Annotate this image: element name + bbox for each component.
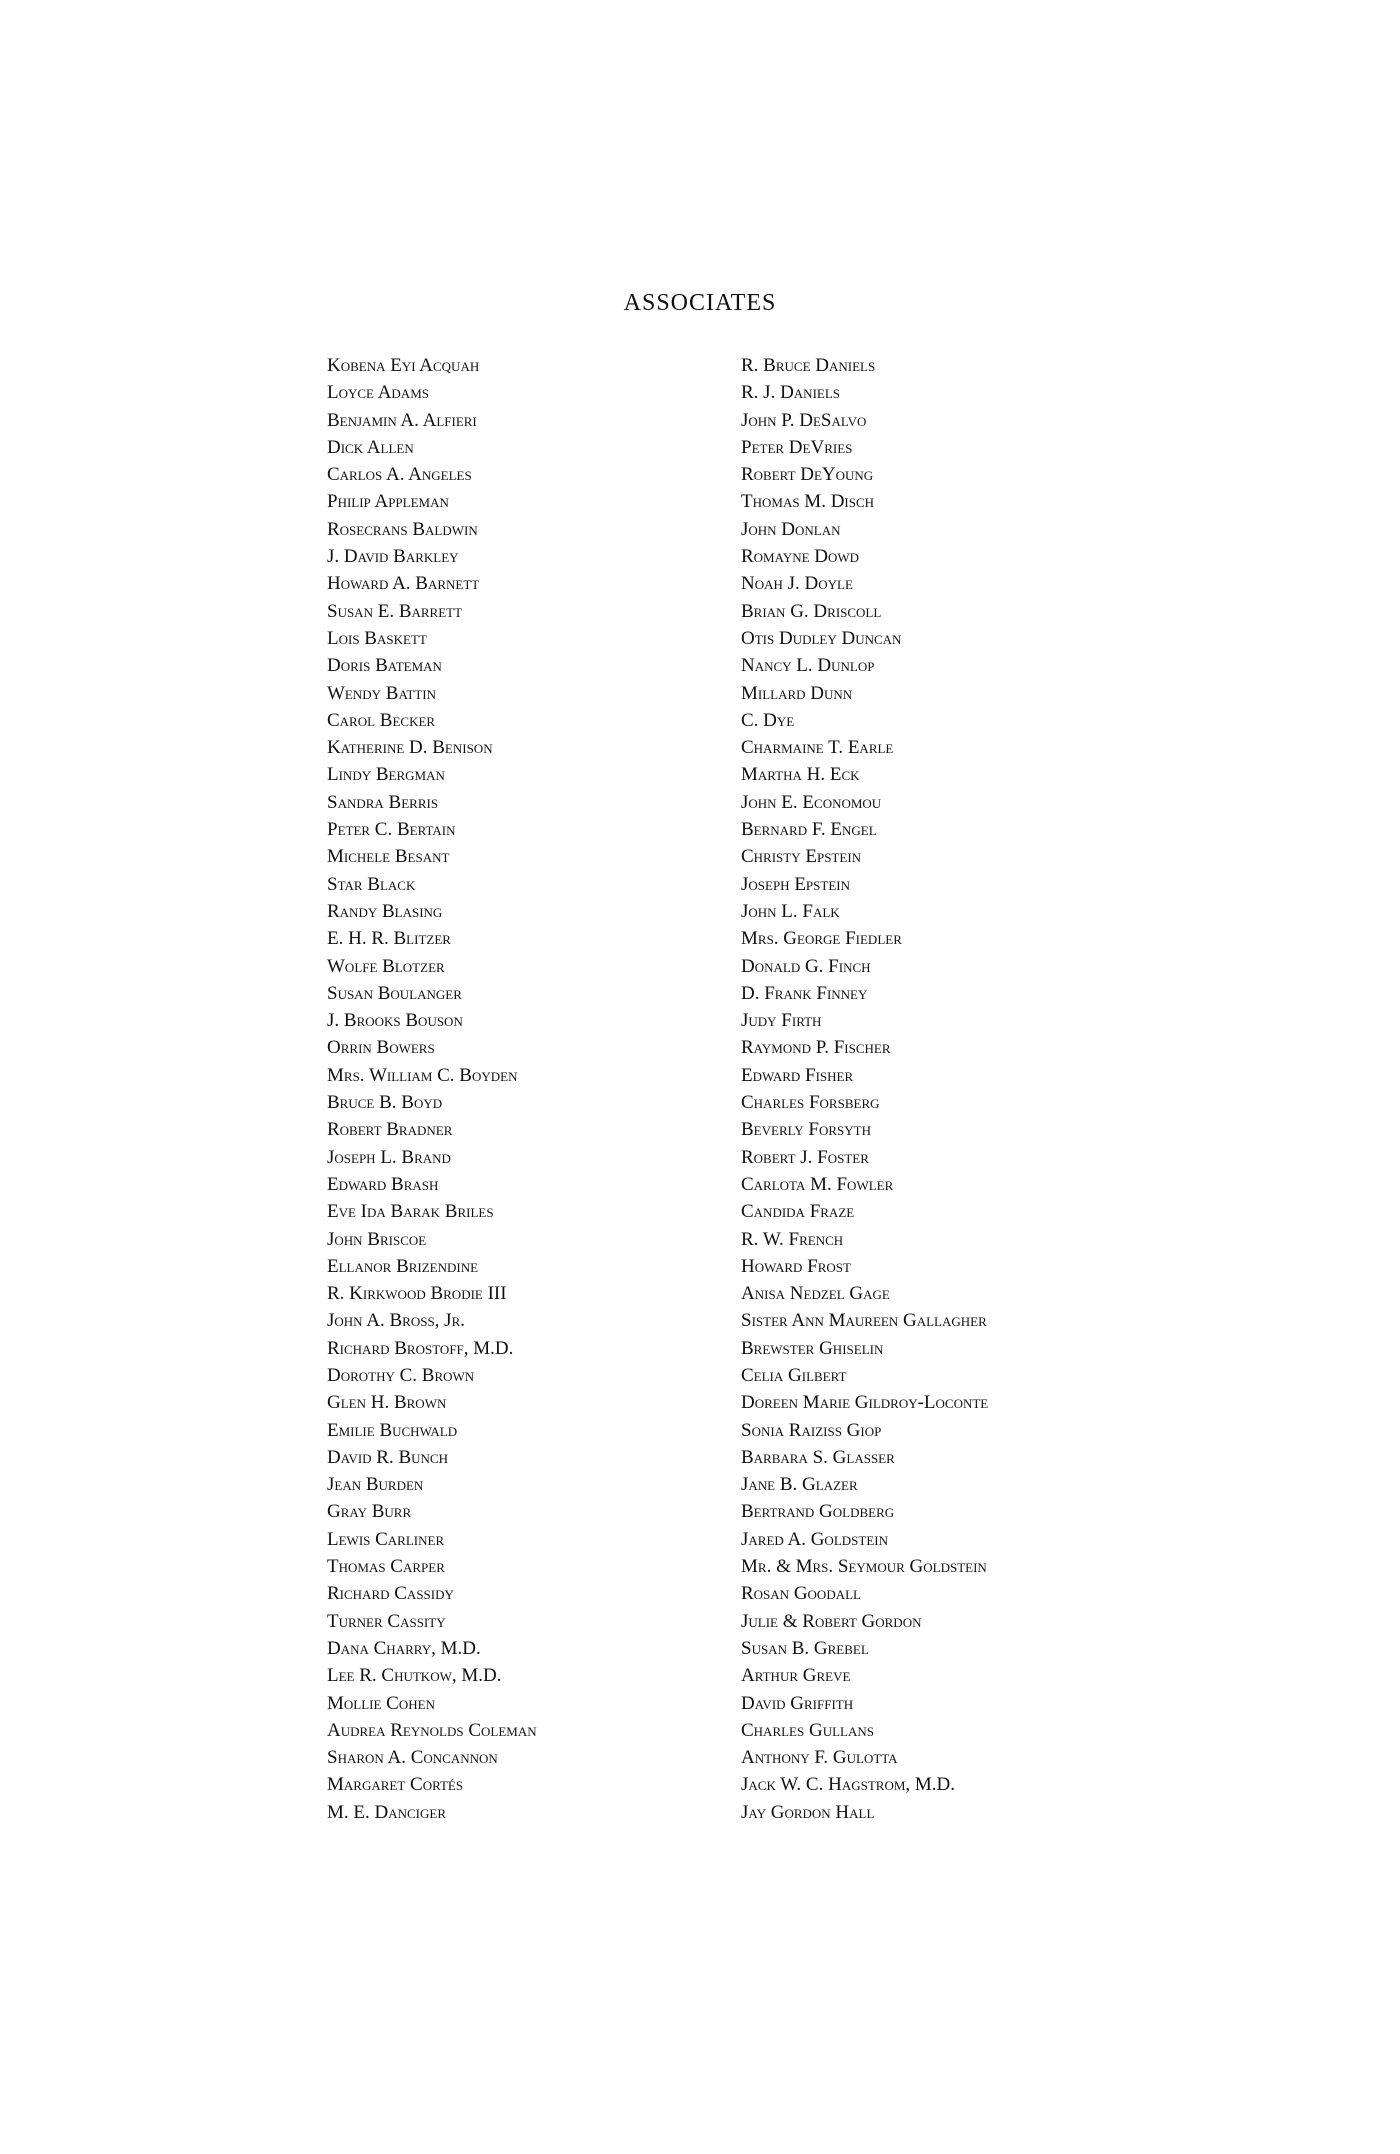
associate-name: R. Kirkwood Brodie III <box>327 1283 507 1305</box>
associate-name: Robert J. Foster <box>741 1146 869 1168</box>
associate-name: Orrin Bowers <box>327 1037 435 1059</box>
associate-name: Edward Brash <box>327 1173 439 1195</box>
associate-name: Millard Dunn <box>741 682 853 704</box>
associates-list-left <box>327 352 537 1826</box>
associate-name: Jared A. Goldstein <box>741 1528 888 1550</box>
associate-name: Lee R. Chutkow, M.D. <box>327 1665 502 1687</box>
associate-name: Jane B. Glazer <box>741 1474 858 1496</box>
associate-name: Mollie Cohen <box>327 1692 435 1714</box>
associate-name: Brian G. Driscoll <box>741 600 882 622</box>
associate-name: Emilie Buchwald <box>327 1419 458 1441</box>
associate-name: Sandra Berris <box>327 791 439 813</box>
associate-name: Nancy L. Dunlop <box>741 655 875 677</box>
associate-name: John A. Bross, Jr. <box>327 1310 465 1332</box>
associate-name: Joseph Epstein <box>741 873 850 895</box>
associate-name: John E. Economou <box>741 791 882 813</box>
associate-name: Brewster Ghiselin <box>741 1337 884 1359</box>
associate-name: Howard A. Barnett <box>327 573 480 595</box>
page-title: ASSOCIATES <box>623 290 777 316</box>
associate-name: Gray Burr <box>327 1501 412 1523</box>
associate-name: Christy Epstein <box>741 846 862 868</box>
associate-name: Turner Cassity <box>327 1610 446 1632</box>
associate-name: Joseph L. Brand <box>327 1146 451 1168</box>
associate-name: Edward Fisher <box>741 1064 854 1086</box>
associate-name: E. H. R. Blitzer <box>327 928 451 950</box>
associate-name: Audrea Reynolds Coleman <box>327 1719 537 1741</box>
associate-name: John P. DeSalvo <box>741 409 867 431</box>
associate-name: Mrs. George Fiedler <box>741 928 902 950</box>
associate-name: Susan E. Barrett <box>327 600 463 622</box>
associate-name: Thomas M. Disch <box>741 491 875 513</box>
associate-name: Lindy Bergman <box>327 764 445 786</box>
associate-name: John Donlan <box>741 518 841 540</box>
associate-name: Jack W. C. Hagstrom, M.D. <box>741 1774 956 1796</box>
associate-name: Sharon A. Concannon <box>327 1747 498 1769</box>
associate-name: Rosecrans Baldwin <box>327 518 478 540</box>
associate-name: Loyce Adams <box>327 382 429 404</box>
associate-name: Susan B. Grebel <box>741 1637 869 1659</box>
associate-name: Dorothy C. Brown <box>327 1364 475 1386</box>
associate-name: David Griffith <box>741 1692 854 1714</box>
associate-name: Celia Gilbert <box>741 1364 847 1386</box>
associate-name: Doreen Marie Gildroy-Loconte <box>741 1392 989 1414</box>
associate-name: Beverly Forsyth <box>741 1119 871 1141</box>
associate-name: Julie & Robert Gordon <box>741 1610 922 1632</box>
associate-name: Eve Ida Barak Briles <box>327 1201 494 1223</box>
associate-name: Robert DeYoung <box>741 464 874 486</box>
associate-name: David R. Bunch <box>327 1446 448 1468</box>
associate-name: Dick Allen <box>327 436 414 458</box>
associate-name: Richard Cassidy <box>327 1583 454 1605</box>
associate-name: Peter C. Bertain <box>327 819 456 841</box>
associate-name: Jay Gordon Hall <box>741 1801 875 1823</box>
associate-name: Wolfe Blotzer <box>327 955 445 977</box>
associate-name: Ellanor Brizendine <box>327 1255 479 1277</box>
associate-name: Sister Ann Maureen Gallagher <box>741 1310 987 1332</box>
associate-name: Richard Brostoff, M.D. <box>327 1337 514 1359</box>
associate-name: John L. Falk <box>741 900 840 922</box>
associate-name: Barbara S. Glasser <box>741 1446 895 1468</box>
associate-name: Mr. & Mrs. Seymour Goldstein <box>741 1556 987 1578</box>
associate-name: Anthony F. Gulotta <box>741 1747 898 1769</box>
associate-name: Judy Firth <box>741 1010 822 1032</box>
associate-name: C. Dye <box>741 709 795 731</box>
associate-name: R. Bruce Daniels <box>741 355 876 376</box>
associate-name: John Briscoe <box>327 1228 427 1250</box>
associate-name: Bruce B. Boyd <box>327 1092 443 1114</box>
associate-name: Michele Besant <box>327 846 450 868</box>
associate-name: Martha H. Eck <box>741 764 860 786</box>
associate-name: Carol Becker <box>327 709 436 731</box>
associate-name: Margaret Cortés <box>327 1774 464 1796</box>
associate-name: Lois Baskett <box>327 627 427 649</box>
associate-name: M. E. Danciger <box>327 1801 446 1823</box>
associate-name: Howard Frost <box>741 1255 851 1277</box>
associate-name: Arthur Greve <box>741 1665 851 1687</box>
associate-name: Kobena Eyi Acquah <box>327 355 480 376</box>
associate-name: Romayne Dowd <box>741 546 860 568</box>
associate-name: Susan Boulanger <box>327 982 462 1004</box>
associates-list-right <box>741 352 988 1826</box>
associate-name: Sonia Raiziss Giop <box>741 1419 882 1441</box>
associate-name: Star Black <box>327 873 416 895</box>
associate-name: Carlota M. Fowler <box>741 1173 894 1195</box>
associate-name: Bertrand Goldberg <box>741 1501 895 1523</box>
associate-name: Dana Charry, M.D. <box>327 1637 481 1659</box>
associate-name: Candida Fraze <box>741 1201 855 1223</box>
associate-name: Wendy Battin <box>327 682 437 704</box>
associate-name: R. W. French <box>741 1228 844 1250</box>
associate-name: Otis Dudley Duncan <box>741 627 902 649</box>
associate-name: Randy Blasing <box>327 900 443 922</box>
associate-name: Rosan Goodall <box>741 1583 861 1605</box>
associate-name: Thomas Carper <box>327 1556 445 1578</box>
associate-name: Charles Gullans <box>741 1719 874 1741</box>
associate-name: Anisa Nedzel Gage <box>741 1283 890 1305</box>
associate-name: Glen H. Brown <box>327 1392 447 1414</box>
associate-name: Doris Bateman <box>327 655 442 677</box>
associate-name: Charles Forsberg <box>741 1092 880 1114</box>
associate-name: R. J. Daniels <box>741 382 841 404</box>
associate-name: Charmaine T. Earle <box>741 737 894 759</box>
associate-name: Donald G. Finch <box>741 955 871 977</box>
associate-name: Jean Burden <box>327 1474 424 1496</box>
associate-name: Mrs. William C. Boyden <box>327 1064 518 1086</box>
associate-name: Robert Bradner <box>327 1119 453 1141</box>
associate-name: J. Brooks Bouson <box>327 1010 463 1032</box>
associate-name: D. Frank Finney <box>741 982 868 1004</box>
associate-name: Bernard F. Engel <box>741 819 877 841</box>
associate-name: Peter DeVries <box>741 436 853 458</box>
associate-name: J. David Barkley <box>327 546 459 568</box>
associate-name: Philip Appleman <box>327 491 449 513</box>
associate-name: Carlos A. Angeles <box>327 464 472 486</box>
associate-name: Lewis Carliner <box>327 1528 445 1550</box>
associate-name: Noah J. Doyle <box>741 573 853 595</box>
associate-name: Raymond P. Fischer <box>741 1037 891 1059</box>
associate-name: Benjamin A. Alfieri <box>327 409 477 431</box>
associate-name: Katherine D. Benison <box>327 737 493 759</box>
